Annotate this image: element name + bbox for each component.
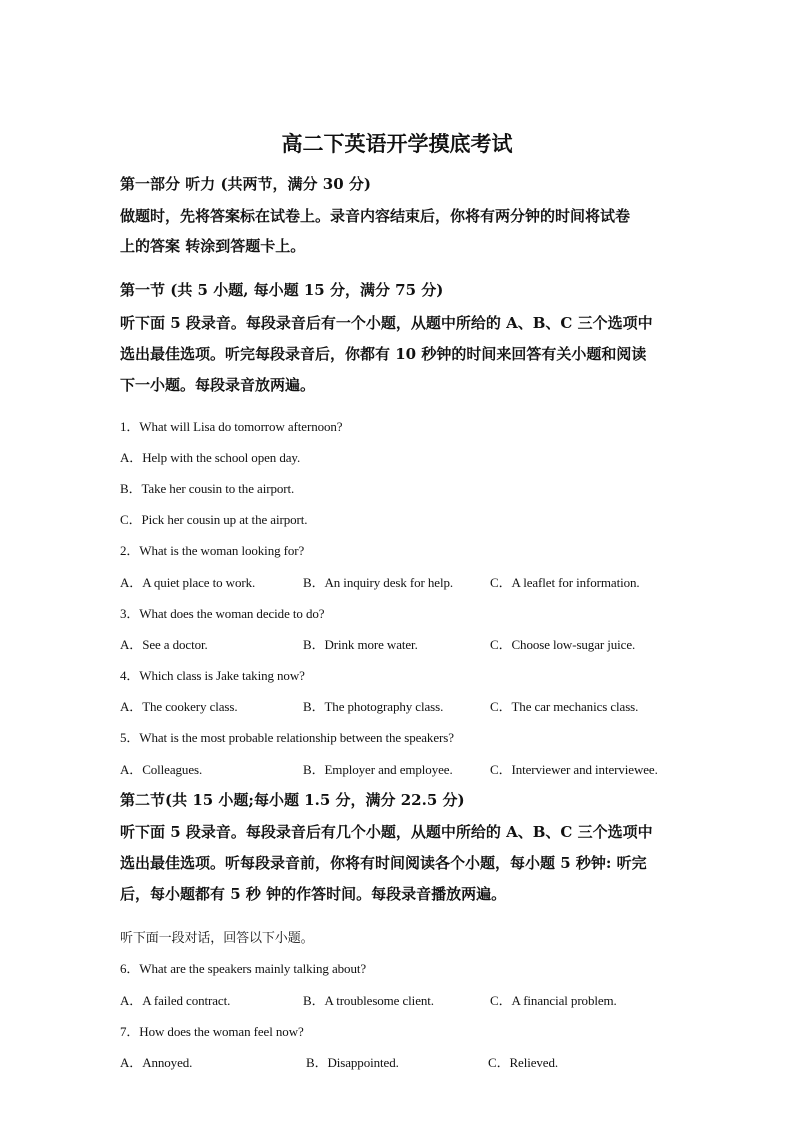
question-4-stem: 4．Which class is Jake taking now?	[120, 668, 305, 683]
dialog-intro: 听下面一段对话，回答以下小题。	[120, 930, 314, 945]
question-6-option-a: A．A failed contract.	[120, 993, 231, 1008]
part1-instruction-line2: 上的答案 转涂到答题卡上。	[120, 237, 306, 255]
question-3-option-b: B．Drink more water.	[303, 637, 418, 652]
question-1-option-c: C．Pick her cousin up at the airport.	[120, 512, 308, 527]
question-1-option-a: A．Help with the school open day.	[120, 450, 301, 465]
question-2-option-b: B．An inquiry desk for help.	[303, 575, 454, 590]
section1-heading: 第一节 (共 5 小题, 每小题 15 分，满分 75 分)	[120, 281, 444, 299]
question-5-option-c: C．Interviewer and interviewee.	[490, 762, 658, 777]
question-4-option-b: B．The photography class.	[303, 699, 444, 714]
question-5-option-a: A．Colleagues.	[120, 762, 203, 777]
question-5-option-b: B．Employer and employee.	[303, 762, 453, 777]
question-3-option-a: A．See a doctor.	[120, 637, 208, 652]
question-2-stem: 2．What is the woman looking for?	[120, 543, 305, 558]
question-5-stem: 5．What is the most probable relationship between the speakers?	[120, 730, 454, 745]
page-title: 高二下英语开学摸底考试	[281, 131, 513, 156]
question-6-stem: 6．What are the speakers mainly talking about?	[120, 961, 367, 976]
question-7-stem: 7．How does the woman feel now?	[120, 1024, 304, 1039]
question-3-option-c: C．Choose low-sugar juice.	[490, 637, 636, 652]
question-7-option-b: B．Disappointed.	[306, 1055, 399, 1070]
question-4-option-a: A．The cookery class.	[120, 699, 238, 714]
section1-instruction-line1: 听下面 5 段录音。每段录音后有一个小题，从题中所给的 A、B、C 三个选项中	[120, 314, 653, 332]
question-1-stem: 1．What will Lisa do tomorrow afternoon?	[120, 419, 343, 434]
section1-instruction-line3: 下一小题。每段录音放两遍。	[120, 376, 316, 394]
part1-heading: 第一部分 听力 (共两节，满分 30 分)	[120, 175, 371, 193]
question-1-option-b: B．Take her cousin to the airport.	[120, 481, 295, 496]
question-6-option-c: C．A financial problem.	[490, 993, 617, 1008]
section1-instruction-line2: 选出最佳选项。听完每段录音后，你都有 10 秒钟的时间来回答有关小题和阅读	[120, 345, 647, 363]
part1-instruction-line1: 做题时，先将答案标在试卷上。录音内容结束后，你将有两分钟的时间将试卷	[120, 207, 631, 225]
question-7-option-a: A．Annoyed.	[120, 1055, 193, 1070]
section2-heading: 第二节(共 15 小题;每小题 1.5 分，满分 22.5 分)	[120, 791, 465, 809]
question-4-option-c: C．The car mechanics class.	[490, 699, 639, 714]
question-7-option-c: C．Relieved.	[488, 1055, 559, 1070]
question-6-option-b: B．A troublesome client.	[303, 993, 434, 1008]
section2-instruction-line1: 听下面 5 段录音。每段录音后有几个小题，从题中所给的 A、B、C 三个选项中	[120, 823, 653, 841]
section2-instruction-line3: 后，每小题都有 5 秒 钟的作答时间。每段录音播放两遍。	[120, 885, 507, 903]
question-2-option-a: A．A quiet place to work.	[120, 575, 256, 590]
question-2-option-c: C．A leaflet for information.	[490, 575, 640, 590]
question-3-stem: 3．What does the woman decide to do?	[120, 606, 325, 621]
section2-instruction-line2: 选出最佳选项。听每段录音前，你将有时间阅读各个小题，每小题 5 秒钟: 听完	[120, 854, 647, 872]
